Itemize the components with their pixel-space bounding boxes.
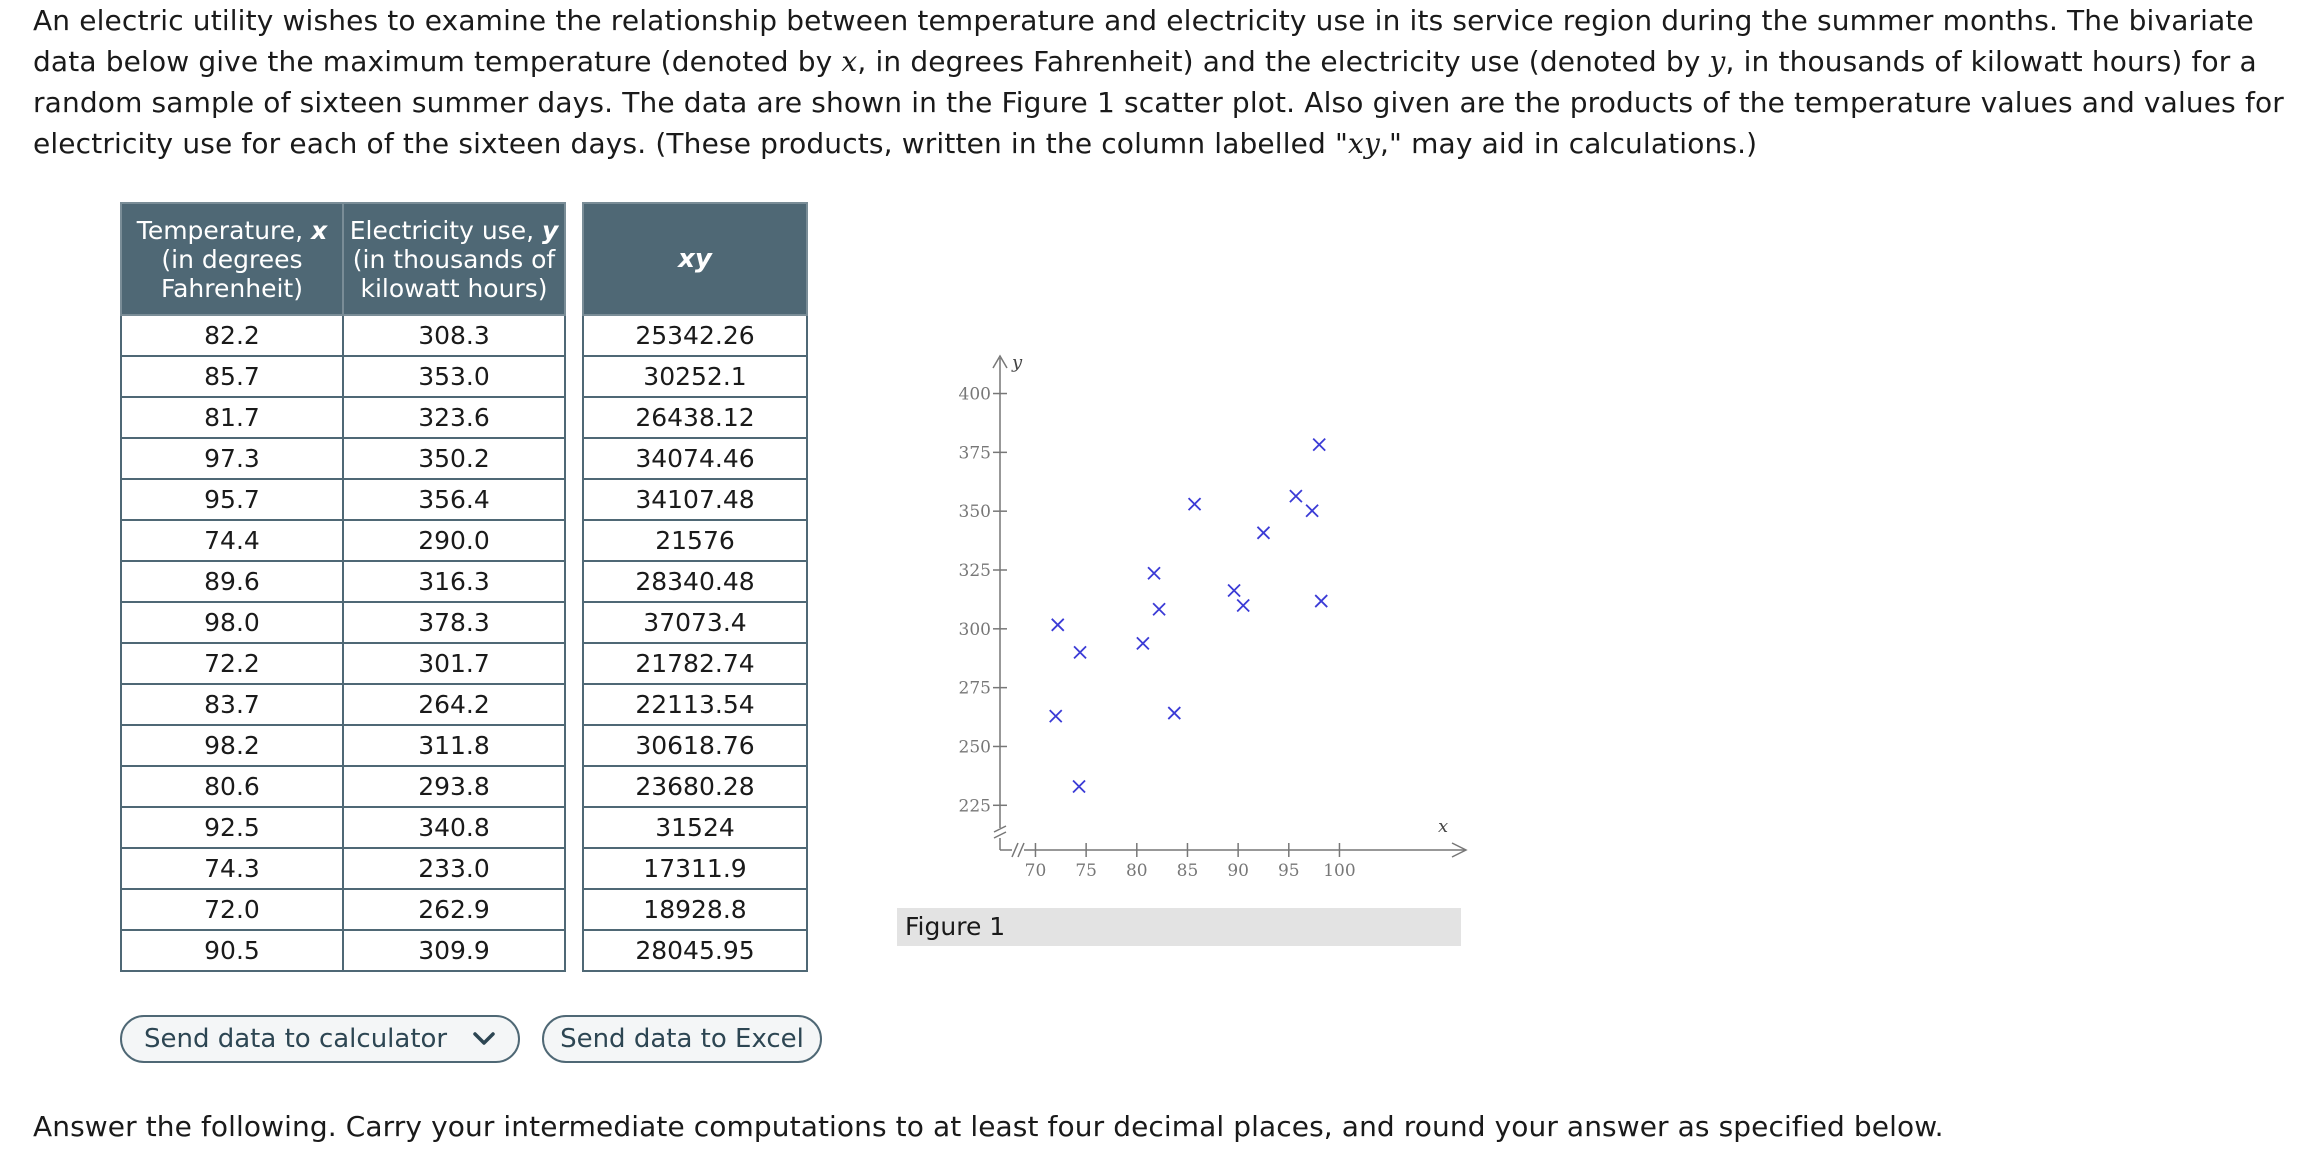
cell-xy: 37073.4 [583, 602, 807, 643]
table-row [583, 725, 807, 766]
table-row [121, 561, 565, 602]
cell-xy: 30252.1 [583, 356, 807, 397]
cell-temperature: 81.7 [121, 397, 343, 438]
table-row [583, 397, 807, 438]
cell-electricity: 309.9 [343, 930, 565, 971]
cell-electricity: 233.0 [343, 848, 565, 889]
intro-text-2: , in degrees Fahrenheit) and the electricity use (denoted by [857, 45, 1710, 78]
cell-xy: 34074.46 [583, 438, 807, 479]
figure-caption [897, 908, 1461, 946]
cell-electricity: 301.7 [343, 643, 565, 684]
table-row [583, 643, 807, 684]
table-row [583, 438, 807, 479]
cell-electricity: 378.3 [343, 602, 565, 643]
intro-text-3: , in thousands of kilowatt hours) for a random sample of sixteen summer days. The data are shown in the Figure 1 scatter plot. Also given are the products of the temperature values and values for electricity use for each of the sixteen days. (These products, written in the column labelled " [33, 45, 2284, 160]
y-tick-label: 300 [958, 619, 991, 640]
scatter-point [1148, 567, 1160, 579]
cell-xy: 25342.26 [583, 315, 807, 356]
table-row [121, 848, 565, 889]
scatter-point [1153, 603, 1165, 615]
table-row [583, 930, 807, 971]
cell-xy: 17311.9 [583, 848, 807, 889]
y-tick-label: 275 [958, 678, 991, 699]
cell-electricity: 353.0 [343, 356, 565, 397]
y-tick-label: 375 [958, 443, 991, 464]
table-row [583, 479, 807, 520]
cell-electricity: 316.3 [343, 561, 565, 602]
excel-button-label: Send data to Excel [560, 1024, 804, 1054]
cell-temperature: 74.4 [121, 520, 343, 561]
cell-xy: 18928.8 [583, 889, 807, 930]
y-tick-label: 400 [958, 384, 991, 405]
cell-temperature: 98.0 [121, 602, 343, 643]
scatter-point [1168, 707, 1180, 719]
table-row [121, 807, 565, 848]
cell-xy: 31524 [583, 807, 807, 848]
cell-temperature: 74.3 [121, 848, 343, 889]
x-axis-break-icon [1012, 843, 1024, 857]
scatter-point [1074, 646, 1086, 658]
cell-temperature: 95.7 [121, 479, 343, 520]
table-row [583, 315, 807, 356]
cell-temperature: 98.2 [121, 725, 343, 766]
cell-xy: 26438.12 [583, 397, 807, 438]
table-row [121, 684, 565, 725]
header-electricity: Electricity use, y (in thousands of kilowatt hours) [343, 203, 565, 315]
cell-electricity: 293.8 [343, 766, 565, 807]
cell-xy: 23680.28 [583, 766, 807, 807]
var-xy: xy [1348, 127, 1380, 160]
table-row [121, 766, 565, 807]
var-y: y [1709, 45, 1726, 78]
x-tick-label: 95 [1277, 861, 1300, 881]
table-row [583, 766, 807, 807]
cell-electricity: 264.2 [343, 684, 565, 725]
cell-xy: 34107.48 [583, 479, 807, 520]
figure-caption-text: Figure 1 [905, 912, 1006, 941]
scatter-point [1237, 600, 1249, 612]
scatter-point [1189, 498, 1201, 510]
scatter-plot [900, 330, 1480, 890]
cell-xy: 28340.48 [583, 561, 807, 602]
x-tick-label: 100 [1323, 861, 1356, 881]
table-row [121, 479, 565, 520]
header-temperature: Temperature, x (in degrees Fahrenheit) [121, 203, 343, 315]
cell-temperature: 72.0 [121, 889, 343, 930]
scatter-point [1315, 595, 1327, 607]
intro-text-1: An electric utility wishes to examine the relationship between temperature and electricity use in its service region during the summer months. The bivariate data below give the maximum temperature (denoted by [33, 4, 2254, 78]
cell-temperature: 72.2 [121, 643, 343, 684]
send-to-excel-button[interactable] [542, 1015, 822, 1063]
x-tick-label: 75 [1075, 861, 1097, 881]
cell-electricity: 340.8 [343, 807, 565, 848]
chevron-down-icon [471, 1026, 497, 1052]
scatter-point [1052, 619, 1064, 631]
scatter-point [1137, 637, 1149, 649]
y-tick-label: 325 [958, 561, 991, 581]
cell-xy: 21782.74 [583, 643, 807, 684]
scatter-point [1073, 780, 1085, 792]
y-axis-label: y [1012, 352, 1023, 373]
cell-electricity: 290.0 [343, 520, 565, 561]
cell-electricity: 308.3 [343, 315, 565, 356]
y-tick-label: 250 [958, 737, 991, 758]
x-tick-label: 85 [1176, 861, 1199, 881]
cell-electricity: 323.6 [343, 397, 565, 438]
y-tick-label: 225 [958, 796, 991, 817]
x-tick-label: 80 [1125, 861, 1148, 881]
cell-temperature: 85.7 [121, 356, 343, 397]
table-row [121, 438, 565, 479]
cell-temperature: 83.7 [121, 684, 343, 725]
scatter-point [1228, 584, 1240, 596]
table-row [121, 520, 565, 561]
cell-xy: 28045.95 [583, 930, 807, 971]
cell-electricity: 311.8 [343, 725, 565, 766]
table-row [583, 602, 807, 643]
table-row [583, 520, 807, 561]
cell-xy: 30618.76 [583, 725, 807, 766]
scatter-point [1290, 490, 1302, 502]
x-tick-label: 70 [1024, 861, 1047, 881]
scatter-point [1306, 505, 1318, 517]
table-row [121, 643, 565, 684]
table-row [121, 725, 565, 766]
header-xy: xy [583, 203, 807, 315]
x-tick-label: 90 [1227, 861, 1249, 881]
table-row [121, 315, 565, 356]
cell-electricity: 262.9 [343, 889, 565, 930]
cell-xy: 22113.54 [583, 684, 807, 725]
calculator-button-label: Send data to calculator [144, 1024, 448, 1054]
table-row [583, 848, 807, 889]
cell-xy: 21576 [583, 520, 807, 561]
data-table [120, 202, 566, 972]
table-row [121, 930, 565, 971]
cell-temperature: 80.6 [121, 766, 343, 807]
table-row [583, 561, 807, 602]
scatter-point [1313, 439, 1325, 451]
table-row [121, 356, 565, 397]
cell-temperature: 90.5 [121, 930, 343, 971]
cell-temperature: 82.2 [121, 315, 343, 356]
table-row [583, 889, 807, 930]
var-x: x [841, 45, 858, 78]
cell-electricity: 350.2 [343, 438, 565, 479]
send-to-calculator-button[interactable] [120, 1015, 520, 1063]
cell-temperature: 89.6 [121, 561, 343, 602]
table-row [583, 807, 807, 848]
cell-temperature: 97.3 [121, 438, 343, 479]
cell-temperature: 92.5 [121, 807, 343, 848]
xy-table [582, 202, 808, 972]
answer-instructions: Answer the following. Carry your intermediate computations to at least four decimal places, and round your answer as specified below. [33, 1110, 1944, 1143]
table-row [121, 397, 565, 438]
problem-statement [33, 0, 2321, 164]
scatter-point [1050, 710, 1062, 722]
scatter-point [1257, 527, 1269, 539]
table-row [583, 684, 807, 725]
y-tick-label: 350 [958, 502, 991, 523]
table-row [121, 602, 565, 643]
intro-text-4: ," may aid in calculations.) [1379, 127, 1758, 160]
table-row [121, 889, 565, 930]
table-row [583, 356, 807, 397]
cell-electricity: 356.4 [343, 479, 565, 520]
x-axis-label: x [1438, 816, 1449, 837]
